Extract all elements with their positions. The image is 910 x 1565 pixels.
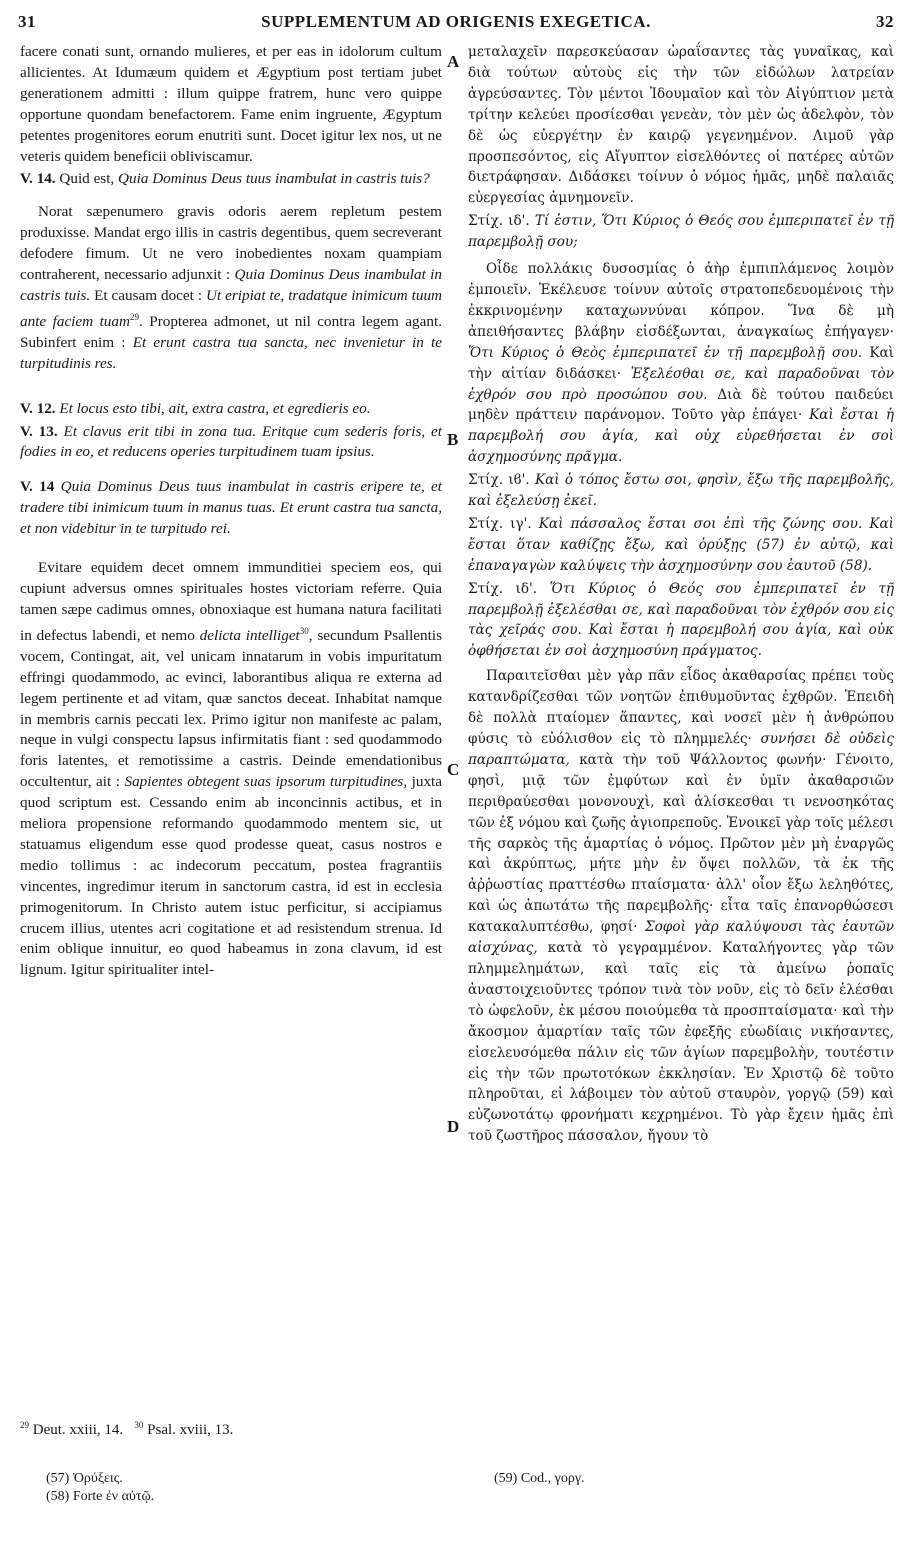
verse-text: Et clavus erit tibi in zona tua. Eritque cum sederis foris, et fodies in eo, et reducens operies turpitudinem tuam ipsius. — [20, 422, 443, 461]
scripture-quote: delicta intelliget — [199, 626, 300, 644]
scripture-quote: Quia Dominus Deus inambulat in castris tuis. — [20, 266, 442, 304]
page-number-right: 32 — [876, 12, 894, 31]
text-run: Evitare equidem decet omnem immunditiei speciem eos, qui cupiunt adversus omnes spirituales hostes victoriam referre. Quia tamen sæpe cadimus omnes, obnoxiaque est humana natura facilitati in defectus labendi, et nemo — [20, 559, 442, 644]
latin-verse-12 — [20, 399, 442, 420]
running-title: SUPPLEMENTUM AD ORIGENIS EXEGETICA. — [261, 12, 651, 31]
greek-verse-12 — [468, 470, 894, 512]
scripture-quote: Σοφοὶ γὰρ καλύψουσι τὰς ἑαυτῶν αἰσχύνας, — [468, 919, 894, 957]
scripture-footnotes — [20, 1420, 233, 1439]
greek-column — [468, 42, 894, 1147]
verse-label: Στίχ. ιδ'. — [468, 213, 530, 230]
text-run: Παραιτεῖσθαι μὲν γὰρ πᾶν εἶδος ἀκαθαρσίας πρέπει τοὺς κατανδρίζεσθαι τῶν νοητῶν ἐπιθυμοῦντας ἐχθρῶν. Ἐπειδὴ δὲ πολλὰ πταίομεν ἅπαντες, καὶ νοσεῖ μὲν ἡ ἀνθρώπου φύσις τὸ εὐόλισθον εἰς τὸ πλημμελές· — [468, 668, 894, 747]
verse-quote: Quia Dominus Deus tuus inambulat in castris tuis? — [118, 170, 430, 188]
text-run: Οἶδε πολλάκις δυσοσμίας ὁ ἀὴρ ἐμπιπλάμενος λοιμὸν ἐμποιεῖν. Ἐκέλευσε τοίνυν αὐτοῖς στρατοπεδευομένοις τὴν ἐκκρινομένην καταχωννύναι κόπρον. Ἵνα δὲ μὴ ἀπειθήσαντες βλάβην εἰσδέξωνται, ἀναγκαίως ἐπήγαγεν· — [468, 261, 894, 340]
verse-label: Στίχ. ιδ'. — [468, 580, 538, 597]
margin-letter-d: D — [447, 1117, 460, 1136]
note-59: (59) Cod., γοργ. — [494, 1471, 585, 1486]
verse-text: Quia Dominus Deus tuus inambulat in castris eripere te, et tradere tibi inimicum tuum in manus tuas. Et erunt castra tua sancta, et non videbitur in te turpitudo rei. — [20, 478, 442, 538]
verse-label: V. 14 — [20, 478, 55, 496]
note-58: (58) Forte ἐν αὐτῷ. — [46, 1489, 155, 1504]
scripture-quote: Καὶ ἔσται ἡ παρεμβολή σου ἁγία, καὶ οὐχ εὑρεθήσεται ἐν σοὶ ἀσχημοσύνης πρᾶγμα. — [468, 407, 894, 466]
text-run: juxta quod scriptum est. Cessando enim ab inconcinnis actibus, et in meliora propensione reformando quodammodo mentem sic, ut statuamus eligendum esse quod prodesse queat, casus nostros e medio tollimus : ac indecorum peccatum, postea fragrantiis vincentes, ingredimur iterum in sanctorum castra, id est in ecclesia primogenitorum. In Christo autem istuc perficitur, si accipiamus crucem illius, utentes acri cogitatione et ad resistendum strenua. Id enim oblique innuitur, eo quod habeamus in zona clavum, id est lignum. Igitur spiritualiter intel- — [20, 773, 442, 979]
verse-label: V. 12. — [20, 399, 56, 417]
verse-text: Τί ἐστιν, Ὅτι Κύριος ὁ Θεός σου ἐμπεριπατεῖ ἐν τῇ παρεμβολῇ σου; — [468, 213, 894, 251]
text-run: Et causam docet : — [94, 286, 203, 304]
footnote-ref: 29 — [129, 311, 139, 322]
text-run: , secundum Psallentis vocem, Contingat, ait, vel unicam innatarum in vobis impuritatum effringi quodammodo, ac evinci, laborantibus aliqua re externa ad legem pertinente et ad vitam, quæ sanctos deceat. Inhabitat namque in membris carnis peccati lex. Primo igitur non manifeste ac palam, neque in vulgi conspectu lapsus infirmitatis fiant : sed quodammodo foris latentes, et remotissime a castris. Deinde emendationibus occultentur, ait : — [20, 626, 442, 791]
text-run: κατὰ τὴν τοῦ Ψάλλοντος φωνήν· Γένοιτο, φησὶ, μιᾷ τῶν ἐμφύτων καὶ ἐν ὑμῖν ἀκαθαρσιῶν περιθραύεσθαι μονονουχὶ, καὶ ἁλίσκεσθαι τι νενοσηκότας τῶν ἐξ νόμου καὶ ζωῆς ἁγιοπρεποῦς. Ἐνοικεῖ γὰρ τοῖς μέλεσι τῆς σαρκὸς τῆς ἁμαρτίας ὁ νόμος. Πρῶτον μὲν μὴ ἐναργῶς καὶ ἀκρύπτως, μήτε μὴν ἐν ὄψει πολλῶν, τὰ ἐκ τῆς ἀῤῥωστίας πραττέσθω πταίσματα· ἀλλ' οἷον ἔξω λεληθότες, καὶ ὡς ἀπωτάτω τῆς παρεμβολῆς· εἶτα ταῖς ἐπανορθώσεσι κατακαλυπτέσθω, φησί· — [468, 751, 894, 936]
latin-column — [20, 42, 442, 981]
scripture-quote: Ἐξελέσθαι σε, καὶ παραδοῦναι τὸν ἐχθρόν σου πρὸ προσώπου σου. — [468, 365, 894, 403]
verse-label: Στίχ. ιγ'. — [468, 515, 532, 532]
greek-verse-14a — [468, 211, 894, 253]
margin-letter-a: A — [447, 52, 460, 71]
scripture-quote: Ut eripiat te, tradatque inimicum tuum ante faciem tuam — [20, 286, 443, 330]
verse-lead: Quid est, — [59, 170, 115, 188]
greek-verse-14b — [468, 579, 894, 663]
scripture-quote: Sapientes obtegent suas ipsorum turpitudines, — [124, 773, 408, 791]
running-header — [18, 8, 894, 38]
footnote-number: 29 — [20, 1420, 29, 1430]
verse-text: Καὶ ὁ τόπος ἔστω σοι, φησὶν, ἔξω τῆς παρεμβολῆς, καὶ ἐξελεύσῃ ἐκεῖ. — [468, 472, 894, 510]
scripture-quote: Et erunt castra tua sancta, nec invenietur in te turpitudinis res. — [20, 333, 442, 372]
verse-label: Στίχ. ιϐ'. — [468, 472, 530, 489]
footnote-text: Deut. xxiii, 14. — [32, 1422, 124, 1438]
verse-text: Καὶ πάσσαλος ἔσται σοι ἐπὶ τῆς ζώνης σου. Καὶ ἔσται ὅταν καθίζῃς ἔξω, καὶ ὀρύξῃς (57) ἐν αὐτῷ, καὶ ἐπαναγαγὼν καλύψεις τὴν ἀσχημοσύνην σου ἑαυτοῦ (58). — [468, 515, 895, 574]
greek-paragraph-1: μεταλαχεῖν παρεσκεύασαν ὡραΐσαντες τὰς γυναῖκας, καὶ διὰ τούτων αὐτοὺς εἰς τὴν τῶν εἰδώλων λατρείαν ἀγρεύσαντες. Τὸν μέντοι Ἰδουμαῖον καὶ τὸν Αἰγύπτιον μετὰ τρίτην κελεύει προσίεσθαι γενεὰν, τὸν μὲν ὡς ἀδελφὸν, τὸν δὲ ὡς εὐεργέτην ἐν καιρῷ γεγενημένον. Λιμοῦ γὰρ προσπεσόντος, εἰς Αἴγυπτον εἰσελθόντες οἱ πατέρες αὐτῶν διετράφησαν. Διδάσκει τοίνυν ὁ νόμος ἡμᾶς, μηδὲ παλαιᾶς εὐεργεσίας ἀμνημονεῖν. — [468, 44, 894, 207]
latin-verse-14a — [20, 169, 442, 190]
scripture-quote: Ὅτι Κύριος ὁ Θεὸς ἐμπεριπατεῖ ἐν τῇ παρεμβολῇ σου. — [468, 344, 863, 361]
greek-paragraph-2 — [468, 259, 894, 468]
text-run: Norat sæpenumero gravis odoris aerem repletum pestem produxisse. Mandat ergo illis in castris degentibus, quem secreverant defodere fimum. Ut ne vero inobedientes noxam quampiam contraherent, necessario adjunxit : — [20, 203, 442, 284]
verse-text: Ὅτι Κύριος ὁ Θεός σου ἐμπεριπατεῖ ἐν τῇ παρεμβολῇ ἐξελέσθαι σε, καὶ παραδοῦναι τὸν ἐχθρόν σου εἰς τὰς χεῖράς σου. Καὶ ἔσται ἡ παρεμβολή σου ἁγία, καὶ οὐκ ὀφθήσεται ἐν σοὶ ἀσχημοσύνη πράγματος. — [468, 580, 894, 660]
latin-verse-13 — [20, 422, 442, 464]
greek-verse-13 — [468, 514, 894, 577]
footnote-text: Psal. xviii, 13. — [147, 1422, 234, 1438]
text-run: Διὰ δὲ τούτου παιδεύει μηδὲν πράττειν παράνομον. Τοῦτο γὰρ ἐπάγει· — [468, 386, 895, 424]
textual-notes-left — [46, 1470, 154, 1506]
text-run: κατὰ τὸ γεγραμμένον. Καταλήγοντες γὰρ τῶν πλημμελημάτων, καὶ ταῖς εἰς τὰ ἀμείνω ῥοπαῖς ἀναστοιχειοῦντες τρόπον τινὰ τὸν νοῦν, εἰς τὸ δεῖν ἑλέσθαι τὸ ὠφελοῦν, ἐκ μέσου ποιούμεθα τὰ προσπταίσματα· καὶ τὴν ἄκοσμον ἁμαρτίαν ταῖς τῶν ἐφεξῆς εὐωδίαις νικήσαντες, εἰσελευσόμεθα πάλιν εἰς τῶν ἁγίων παρεμβολὴν, τουτέστιν εἰς τὴν τῶν πρωτοτόκων ἐκκλησίαν. Ἐν Χριστῷ δὲ τοῦτο πληροῦται, εἰ λάβοιμεν τὸν αὐτοῦ σταυρὸν, γοργῷ (59) καὶ εὐζωνοτάτῳ φρονήματι κεχρημένοι. Τὸ γὰρ ἔχειν ἡμᾶς ἐπὶ τοῦ ζωστῆρος πάσσαλον, ἤγουν τὸ — [468, 940, 894, 1145]
footnote-number: 30 — [134, 1420, 144, 1430]
page-number-left: 31 — [18, 12, 36, 31]
text-run: . Propterea admonet, ut nil contra legem agant. Subinfert enim : — [20, 312, 442, 351]
verse-label: V. 14. — [20, 170, 56, 188]
note-57: (57) Ὀρύξεις. — [46, 1471, 123, 1486]
greek-paragraph-3 — [468, 666, 894, 1147]
latin-paragraph-1: facere conati sunt, ornando mulieres, et per eas in idolorum cultum allicientes. At Idumæum quidem et Ægyptium post tertiam jubet generationem admitti : illum quippe fratrem, hunc vero quippe opportune quondam benefactorem. Fame enim ingruente, Ægyptum petentes progenitores eorum enutriti sunt. Docet igitur lex nos, ut ne veteris quidem beneficii obliviscamur. — [20, 43, 442, 165]
text-run: Καὶ τὴν αἰτίαν διδάσκει· — [468, 344, 894, 382]
latin-verse-14b — [20, 477, 442, 540]
latin-paragraph-2 — [20, 202, 442, 374]
margin-letter-b: B — [447, 430, 459, 449]
scripture-quote: συνήσει δὲ οὐδεὶς παραπτώματα, — [468, 731, 894, 768]
latin-paragraph-3 — [20, 558, 442, 981]
textual-notes-right — [494, 1470, 585, 1488]
footnote-ref: 30 — [299, 625, 309, 636]
verse-text: Et locus esto tibi, ait, extra castra, et egredieris eo. — [59, 399, 371, 417]
margin-letter-c: C — [447, 760, 460, 779]
verse-label: V. 13. — [20, 422, 58, 440]
